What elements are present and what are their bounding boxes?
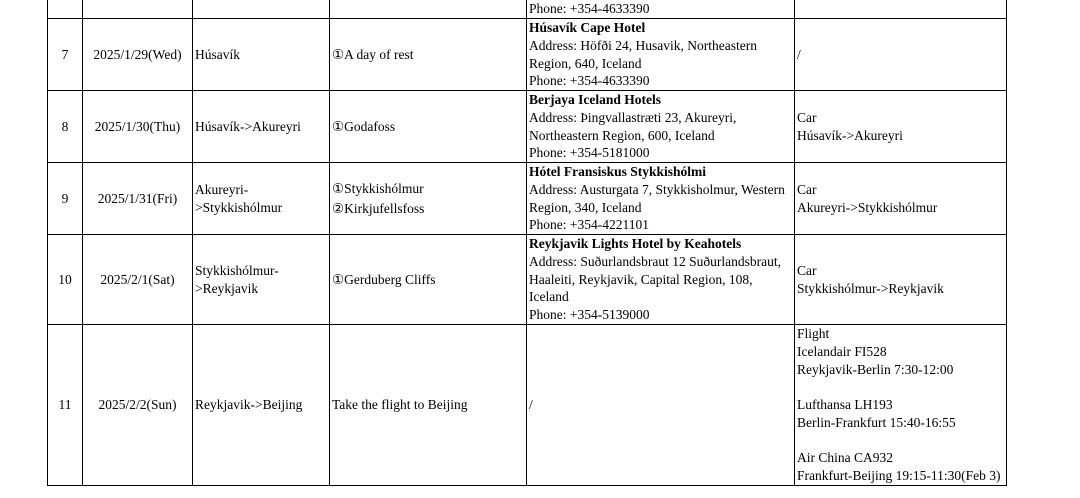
hotel-address: Address: Höfði 24, Husavik, Northeastern Region, 640, Iceland — [529, 37, 757, 71]
table-row — [48, 325, 1007, 486]
hotel-phone: Phone: +354-5139000 — [529, 307, 650, 323]
hotel-cell — [527, 19, 795, 91]
transport-mode: Flight — [797, 326, 830, 342]
hotel-name: Reykjavik Lights Hotel by Keahotels — [529, 236, 742, 252]
spacer — [797, 432, 1004, 450]
hotel-phone: Phone: +354-4633390 — [529, 73, 650, 89]
flight-schedule: Reykjavik-Berlin 7:30-12:00 — [797, 361, 954, 377]
hotel-address: Address: Þingvallastræti 23, Akureyri, Northeastern Region, 600, Iceland — [529, 109, 737, 143]
transport-mode: Car — [797, 262, 817, 278]
activity-item: ②Kirkjufellsfoss — [332, 200, 425, 216]
date-cell: 2025/1/31(Fri) — [83, 163, 193, 235]
transport-route: Húsavík->Akureyri — [797, 127, 903, 143]
date-cell — [83, 0, 193, 19]
transport-mode: Car — [797, 181, 817, 197]
itinerary-table — [47, 0, 1007, 486]
route-from: Akureyri- — [195, 181, 249, 197]
route-cell: Reykjavik->Beijing — [193, 325, 330, 486]
flight-number: Icelandair FI528 — [797, 344, 887, 360]
flight-number: Air China CA932 — [797, 450, 893, 466]
date-cell: 2025/2/2(Sun) — [83, 325, 193, 486]
hotel-cell — [527, 235, 795, 325]
activity-item: Take the flight to Beijing — [332, 397, 468, 413]
hotel-cell — [527, 91, 795, 163]
route-cell — [193, 0, 330, 19]
day-cell: 10 — [48, 235, 83, 325]
hotel-name: Berjaya Iceland Hotels — [529, 92, 661, 108]
activities-cell — [330, 91, 527, 163]
route-from: Stykkishólmur- — [195, 262, 279, 278]
table-row — [48, 19, 1007, 91]
route-cell: Húsavík — [193, 19, 330, 91]
table-row — [48, 91, 1007, 163]
transport-route: Stykkishólmur->Reykjavik — [797, 280, 944, 296]
hotel-cell — [527, 163, 795, 235]
transport-route: Akureyri->Stykkishólmur — [797, 199, 938, 215]
hotel-cell: / — [527, 325, 795, 486]
flight-schedule: Frankfurt-Beijing 19:15-11:30(Feb 3) — [797, 467, 1001, 483]
hotel-phone: Phone: +354-5181000 — [529, 145, 650, 161]
route-to: >Stykkishólmur — [195, 199, 283, 215]
hotel-phone: Phone: +354-4633390 — [529, 1, 650, 17]
flight-schedule: Berlin-Frankfurt 15:40-16:55 — [797, 414, 956, 430]
date-cell: 2025/1/29(Wed) — [83, 19, 193, 91]
day-cell: 9 — [48, 163, 83, 235]
route-cell — [193, 235, 330, 325]
hotel-address: Address: Austurgata 7, Stykkisholmur, Western Region, 340, Iceland — [529, 181, 785, 215]
table-row — [48, 235, 1007, 325]
day-cell: 7 — [48, 19, 83, 91]
activity-item: ①Stykkishólmur — [332, 180, 424, 196]
activities-cell — [330, 163, 527, 235]
transport-cell: / — [795, 19, 1007, 91]
hotel-phone: Phone: +354-4221101 — [529, 217, 649, 233]
transport-cell — [795, 235, 1007, 325]
date-cell: 2025/2/1(Sat) — [83, 235, 193, 325]
day-cell: 11 — [48, 325, 83, 486]
transport-mode: Car — [797, 109, 817, 125]
route-cell — [193, 163, 330, 235]
route-cell: Húsavík->Akureyri — [193, 91, 330, 163]
date-cell: 2025/1/30(Thu) — [83, 91, 193, 163]
activities-cell — [330, 325, 527, 486]
activities-cell — [330, 0, 527, 19]
day-cell — [48, 0, 83, 19]
activity-item: ①Godafoss — [332, 118, 396, 134]
transport-cell — [795, 0, 1007, 19]
hotel-name: Hótel Fransiskus Stykkishólmi — [529, 164, 707, 180]
activity-item: ①A day of rest — [332, 46, 414, 62]
table-row — [48, 0, 1007, 19]
day-cell: 8 — [48, 91, 83, 163]
hotel-address: Address: Suðurlandsbraut 12 Suðurlandsbraut, Haaleiti, Reykjavik, Capital Region, 108, Iceland — [529, 253, 781, 305]
flight-number: Lufthansa LH193 — [797, 397, 893, 413]
table-row — [48, 163, 1007, 235]
activity-item: ①Gerduberg Cliffs — [332, 271, 436, 287]
hotel-name: Húsavík Cape Hotel — [529, 20, 646, 36]
transport-cell — [795, 91, 1007, 163]
activities-cell — [330, 19, 527, 91]
transport-cell — [795, 163, 1007, 235]
hotel-cell — [527, 0, 795, 19]
activities-cell — [330, 235, 527, 325]
transport-cell — [795, 325, 1007, 486]
route-to: >Reykjavik — [195, 280, 259, 296]
spacer — [797, 378, 1004, 396]
